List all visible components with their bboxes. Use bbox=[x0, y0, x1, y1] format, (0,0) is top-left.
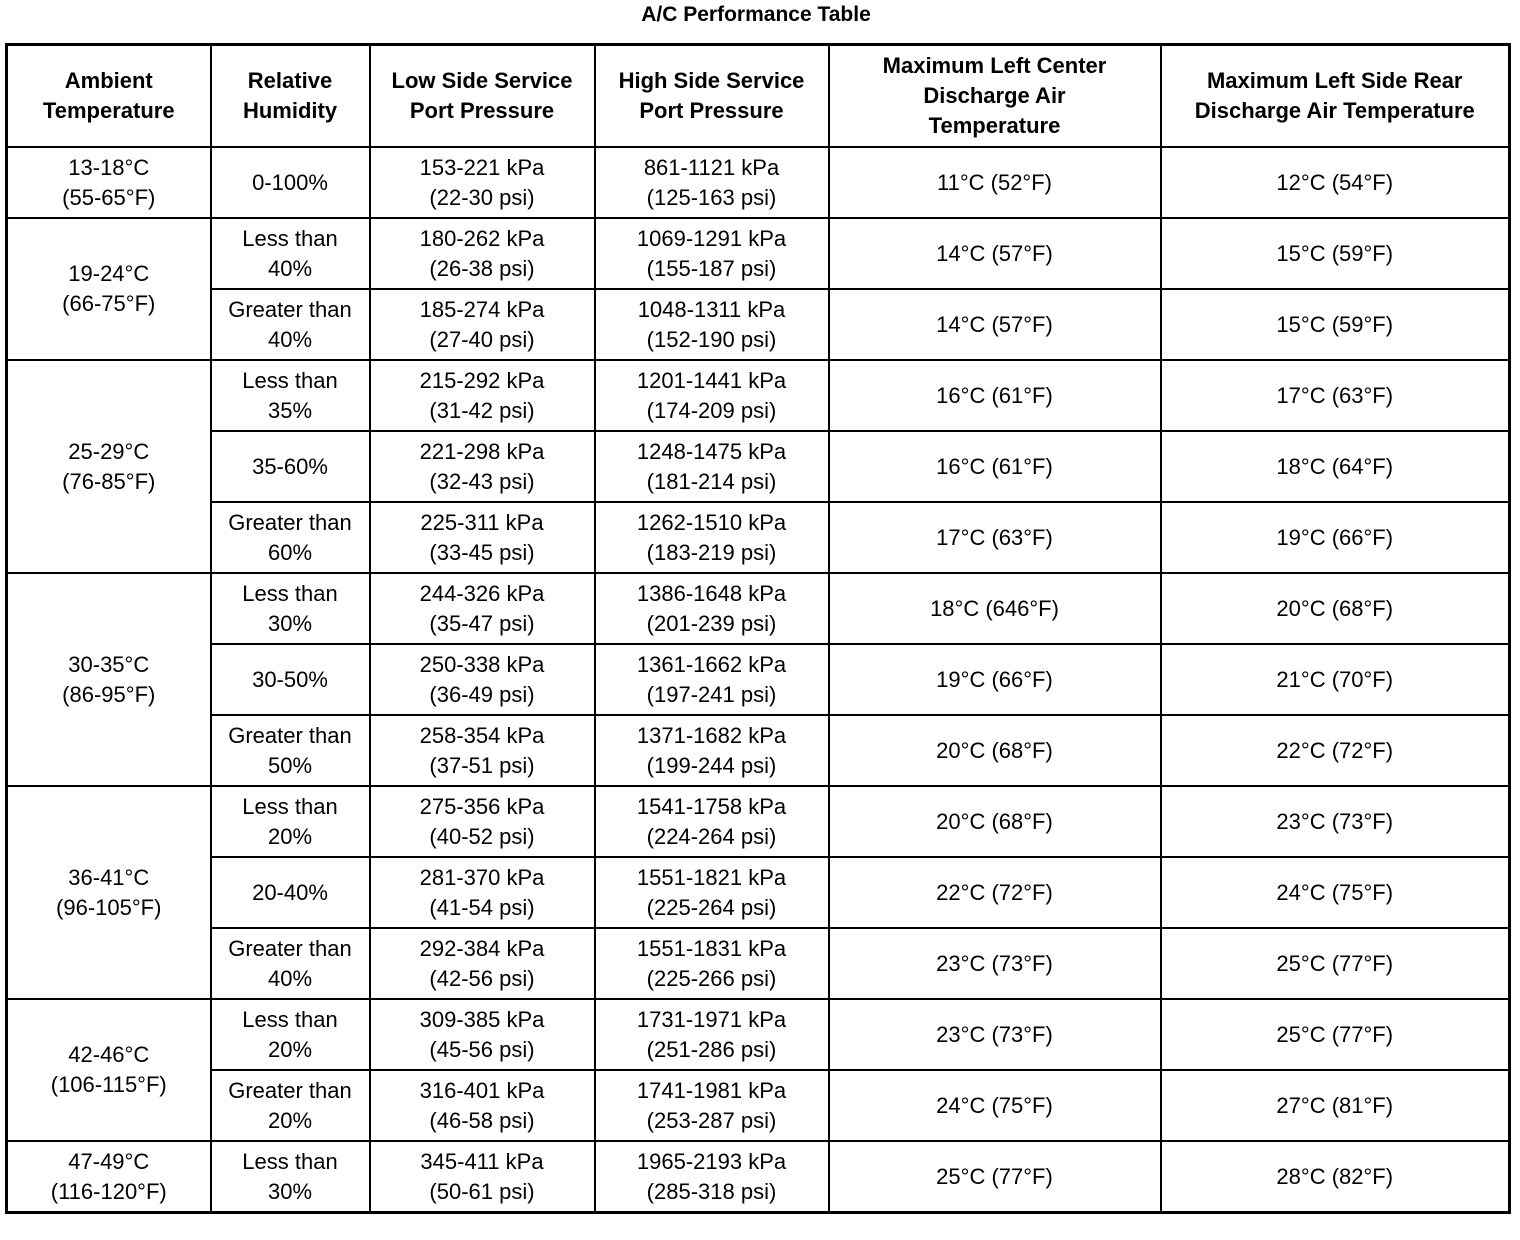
cell-line: (41-54 psi) bbox=[429, 894, 535, 920]
cell-line: Greater than bbox=[228, 509, 352, 535]
cell-line: 40% bbox=[267, 255, 313, 281]
cell-line: 35% bbox=[267, 397, 313, 423]
low-side-pressure-cell bbox=[370, 147, 595, 218]
header-center-discharge-temp bbox=[829, 45, 1161, 148]
high-side-pressure-cell bbox=[595, 786, 829, 857]
cell-line: 1248-1475 kPa bbox=[636, 438, 787, 464]
cell-line: 36-41°C bbox=[68, 864, 150, 890]
cell-line: 1551-1821 kPa bbox=[636, 864, 787, 890]
rear-discharge-temp-cell: 27°C (81°F) bbox=[1161, 1070, 1510, 1141]
table-row bbox=[7, 1141, 1510, 1213]
cell-line: (225-266 psi) bbox=[646, 965, 777, 991]
cell-line: (253-287 psi) bbox=[646, 1107, 777, 1133]
low-side-pressure-cell bbox=[370, 857, 595, 928]
cell-line: 40% bbox=[267, 965, 313, 991]
header-line: Relative bbox=[247, 68, 333, 93]
cell-line: 50% bbox=[267, 752, 313, 778]
cell-line: (45-56 psi) bbox=[429, 1036, 535, 1062]
cell-line: 1551-1831 kPa bbox=[636, 935, 787, 961]
relative-humidity-cell bbox=[211, 573, 370, 644]
table-row bbox=[7, 786, 1510, 857]
cell-line: (125-163 psi) bbox=[646, 184, 777, 210]
low-side-pressure-cell bbox=[370, 999, 595, 1070]
low-side-pressure-cell bbox=[370, 502, 595, 573]
header-line: High Side Service bbox=[618, 68, 805, 93]
cell-line: 316-401 kPa bbox=[419, 1077, 545, 1103]
center-discharge-temp-cell: 14°C (57°F) bbox=[829, 289, 1161, 360]
relative-humidity-cell bbox=[211, 857, 370, 928]
relative-humidity-cell bbox=[211, 360, 370, 431]
table-row bbox=[7, 431, 1510, 502]
center-discharge-temp-cell: 20°C (68°F) bbox=[829, 715, 1161, 786]
cell-line: 345-411 kPa bbox=[420, 1148, 544, 1174]
ambient-temperature-cell bbox=[7, 147, 211, 218]
table-row bbox=[7, 644, 1510, 715]
ambient-temperature-cell bbox=[7, 573, 211, 786]
table-row bbox=[7, 360, 1510, 431]
ambient-temperature-cell bbox=[7, 360, 211, 573]
low-side-pressure-cell bbox=[370, 218, 595, 289]
cell-line: 20% bbox=[267, 1107, 313, 1133]
cell-line: 20% bbox=[267, 1036, 313, 1062]
cell-line: (40-52 psi) bbox=[429, 823, 535, 849]
table-row bbox=[7, 999, 1510, 1070]
cell-line: Greater than bbox=[228, 1077, 352, 1103]
high-side-pressure-cell bbox=[595, 289, 829, 360]
cell-line: 250-338 kPa bbox=[419, 651, 545, 677]
center-discharge-temp-cell: 22°C (72°F) bbox=[829, 857, 1161, 928]
cell-line: 1361-1662 kPa bbox=[636, 651, 787, 677]
rear-discharge-temp-cell: 28°C (82°F) bbox=[1161, 1141, 1510, 1213]
rear-discharge-temp-cell: 19°C (66°F) bbox=[1161, 502, 1510, 573]
high-side-pressure-cell bbox=[595, 502, 829, 573]
center-discharge-temp-cell: 11°C (52°F) bbox=[829, 147, 1161, 218]
cell-line: (116-120°F) bbox=[50, 1178, 167, 1204]
cell-line: 25-29°C bbox=[68, 438, 150, 464]
cell-line: (201-239 psi) bbox=[646, 610, 777, 636]
high-side-pressure-cell bbox=[595, 999, 829, 1070]
center-discharge-temp-cell: 19°C (66°F) bbox=[829, 644, 1161, 715]
cell-line: 20-40% bbox=[252, 879, 328, 905]
rear-discharge-temp-cell: 17°C (63°F) bbox=[1161, 360, 1510, 431]
cell-line: (251-286 psi) bbox=[646, 1036, 777, 1062]
high-side-pressure-cell bbox=[595, 218, 829, 289]
ambient-temperature-cell bbox=[7, 999, 211, 1141]
cell-line: (224-264 psi) bbox=[646, 823, 777, 849]
rear-discharge-temp-cell: 21°C (70°F) bbox=[1161, 644, 1510, 715]
cell-line: Less than bbox=[242, 367, 338, 393]
cell-line: (155-187 psi) bbox=[646, 255, 777, 281]
cell-line: Less than bbox=[242, 580, 338, 606]
center-discharge-temp-cell: 16°C (61°F) bbox=[829, 431, 1161, 502]
table-title: A/C Performance Table bbox=[641, 3, 871, 26]
cell-line: (66-75°F) bbox=[62, 291, 156, 316]
cell-line: (35-47 psi) bbox=[429, 610, 535, 636]
relative-humidity-cell bbox=[211, 928, 370, 999]
center-discharge-temp-cell: 23°C (73°F) bbox=[829, 999, 1161, 1070]
cell-line: 258-354 kPa bbox=[419, 722, 545, 748]
cell-line: 275-356 kPa bbox=[419, 793, 545, 819]
cell-line: 244-326 kPa bbox=[419, 580, 545, 606]
header-ambient-temperature bbox=[7, 45, 211, 148]
cell-line: 42-46°C bbox=[68, 1042, 150, 1067]
cell-line: 292-384 kPa bbox=[419, 935, 545, 961]
cell-line: 1741-1981 kPa bbox=[636, 1077, 787, 1103]
cell-line: 35-60% bbox=[252, 453, 328, 479]
rear-discharge-temp-cell: 18°C (64°F) bbox=[1161, 431, 1510, 502]
cell-line: (174-209 psi) bbox=[646, 397, 777, 423]
relative-humidity-cell bbox=[211, 431, 370, 502]
center-discharge-temp-cell: 17°C (63°F) bbox=[829, 502, 1161, 573]
cell-line: (46-58 psi) bbox=[429, 1107, 535, 1133]
cell-line: (50-61 psi) bbox=[429, 1178, 535, 1204]
relative-humidity-cell bbox=[211, 1070, 370, 1141]
relative-humidity-cell bbox=[211, 289, 370, 360]
low-side-pressure-cell bbox=[370, 289, 595, 360]
cell-line: (36-49 psi) bbox=[429, 681, 535, 707]
table-row bbox=[7, 289, 1510, 360]
high-side-pressure-cell bbox=[595, 928, 829, 999]
center-discharge-temp-cell: 16°C (61°F) bbox=[829, 360, 1161, 431]
high-side-pressure-cell bbox=[595, 1070, 829, 1141]
relative-humidity-cell bbox=[211, 218, 370, 289]
rear-discharge-temp-cell: 24°C (75°F) bbox=[1161, 857, 1510, 928]
cell-line: (32-43 psi) bbox=[429, 468, 535, 494]
header-line: Low Side Service bbox=[391, 68, 573, 93]
cell-line: (55-65°F) bbox=[62, 184, 156, 210]
center-discharge-temp-cell: 20°C (68°F) bbox=[829, 786, 1161, 857]
cell-line: (42-56 psi) bbox=[429, 965, 535, 991]
table-row bbox=[7, 218, 1510, 289]
table-row bbox=[7, 715, 1510, 786]
table-row bbox=[7, 1070, 1510, 1141]
header-line: Discharge Air Temperature bbox=[1194, 98, 1475, 123]
header-row bbox=[7, 45, 1510, 148]
cell-line: 13-18°C bbox=[68, 154, 150, 180]
cell-line: 1541-1758 kPa bbox=[636, 793, 787, 819]
cell-line: 215-292 kPa bbox=[419, 367, 545, 393]
header-relative-humidity bbox=[211, 45, 370, 148]
cell-line: (76-85°F) bbox=[62, 468, 156, 494]
table-body bbox=[7, 147, 1510, 1213]
rear-discharge-temp-cell: 22°C (72°F) bbox=[1161, 715, 1510, 786]
cell-line: 1731-1971 kPa bbox=[636, 1006, 787, 1032]
cell-line: (106-115°F) bbox=[50, 1072, 167, 1097]
low-side-pressure-cell bbox=[370, 573, 595, 644]
ambient-temperature-cell bbox=[7, 218, 211, 360]
cell-line: (197-241 psi) bbox=[646, 681, 777, 707]
cell-line: 221-298 kPa bbox=[419, 438, 545, 464]
center-discharge-temp-cell: 24°C (75°F) bbox=[829, 1070, 1161, 1141]
header-line: Humidity bbox=[242, 98, 338, 123]
table-row bbox=[7, 573, 1510, 644]
high-side-pressure-cell bbox=[595, 715, 829, 786]
relative-humidity-cell bbox=[211, 147, 370, 218]
relative-humidity-cell bbox=[211, 502, 370, 573]
cell-line: 861-1121 kPa bbox=[643, 154, 780, 180]
cell-line: 1371-1682 kPa bbox=[636, 722, 787, 748]
ac-performance-table bbox=[5, 43, 1511, 1214]
relative-humidity-cell bbox=[211, 999, 370, 1070]
ambient-temperature-cell bbox=[7, 786, 211, 999]
cell-line: Greater than bbox=[228, 722, 352, 748]
low-side-pressure-cell bbox=[370, 1141, 595, 1213]
high-side-pressure-cell bbox=[595, 431, 829, 502]
cell-line: 60% bbox=[267, 539, 313, 565]
cell-line: 225-311 kPa bbox=[420, 509, 544, 535]
cell-line: Less than bbox=[242, 1006, 338, 1032]
header-line: Port Pressure bbox=[409, 98, 555, 123]
cell-line: 1965-2193 kPa bbox=[636, 1148, 787, 1174]
cell-line: (22-30 psi) bbox=[429, 184, 535, 210]
rear-discharge-temp-cell: 23°C (73°F) bbox=[1161, 786, 1510, 857]
cell-line: (183-219 psi) bbox=[646, 539, 777, 565]
rear-discharge-temp-cell: 20°C (68°F) bbox=[1161, 573, 1510, 644]
cell-line: 30% bbox=[267, 610, 313, 636]
high-side-pressure-cell bbox=[595, 573, 829, 644]
high-side-pressure-cell bbox=[595, 147, 829, 218]
low-side-pressure-cell bbox=[370, 644, 595, 715]
cell-line: 1201-1441 kPa bbox=[636, 367, 787, 393]
low-side-pressure-cell bbox=[370, 928, 595, 999]
table-row bbox=[7, 857, 1510, 928]
cell-line: 1386-1648 kPa bbox=[636, 580, 787, 606]
cell-line: (37-51 psi) bbox=[429, 752, 535, 778]
cell-line: 1262-1510 kPa bbox=[636, 509, 787, 535]
cell-line: 40% bbox=[267, 326, 313, 352]
relative-humidity-cell bbox=[211, 644, 370, 715]
center-discharge-temp-cell: 14°C (57°F) bbox=[829, 218, 1161, 289]
cell-line: (96-105°F) bbox=[56, 894, 162, 920]
rear-discharge-temp-cell: 25°C (77°F) bbox=[1161, 999, 1510, 1070]
cell-line: 180-262 kPa bbox=[419, 225, 545, 251]
low-side-pressure-cell bbox=[370, 360, 595, 431]
low-side-pressure-cell bbox=[370, 431, 595, 502]
cell-line: (31-42 psi) bbox=[429, 397, 535, 423]
center-discharge-temp-cell: 23°C (73°F) bbox=[829, 928, 1161, 999]
cell-line: (285-318 psi) bbox=[646, 1178, 777, 1204]
cell-line: Less than bbox=[242, 1148, 338, 1174]
cell-line: (27-40 psi) bbox=[429, 326, 535, 352]
high-side-pressure-cell bbox=[595, 1141, 829, 1213]
relative-humidity-cell bbox=[211, 715, 370, 786]
relative-humidity-cell bbox=[211, 1141, 370, 1213]
cell-line: (225-264 psi) bbox=[646, 894, 777, 920]
cell-line: Less than bbox=[242, 225, 338, 251]
rear-discharge-temp-cell: 15°C (59°F) bbox=[1161, 218, 1510, 289]
high-side-pressure-cell bbox=[595, 857, 829, 928]
cell-line: Greater than bbox=[228, 935, 352, 961]
cell-line: 185-274 kPa bbox=[419, 296, 545, 322]
header-rear-discharge-temp bbox=[1161, 45, 1510, 148]
cell-line: 20% bbox=[267, 823, 313, 849]
cell-line: 309-385 kPa bbox=[419, 1006, 545, 1032]
cell-line: 30% bbox=[267, 1178, 313, 1204]
table-row bbox=[7, 147, 1510, 218]
header-line: Temperature bbox=[928, 113, 1061, 138]
cell-line: 30-35°C bbox=[68, 651, 150, 677]
cell-line: (181-214 psi) bbox=[646, 468, 777, 494]
cell-line: (33-45 psi) bbox=[429, 539, 535, 565]
high-side-pressure-cell bbox=[595, 644, 829, 715]
cell-line: (199-244 psi) bbox=[646, 752, 777, 778]
table-row bbox=[7, 928, 1510, 999]
cell-line: (152-190 psi) bbox=[646, 326, 777, 352]
cell-line: 153-221 kPa bbox=[419, 154, 545, 180]
cell-line: Greater than bbox=[228, 296, 352, 322]
rear-discharge-temp-cell: 15°C (59°F) bbox=[1161, 289, 1510, 360]
cell-line: 1048-1311 kPa bbox=[637, 296, 786, 322]
header-line: Temperature bbox=[42, 98, 175, 123]
low-side-pressure-cell bbox=[370, 715, 595, 786]
cell-line: 19-24°C bbox=[68, 261, 150, 286]
header-line: Ambient bbox=[64, 68, 153, 93]
header-line: Maximum Left Side Rear bbox=[1206, 68, 1463, 93]
cell-line: (26-38 psi) bbox=[429, 255, 535, 281]
cell-line: (86-95°F) bbox=[62, 681, 156, 707]
cell-line: 47-49°C bbox=[68, 1148, 150, 1174]
cell-line: 281-370 kPa bbox=[419, 864, 545, 890]
header-line: Maximum Left Center bbox=[882, 53, 1107, 78]
center-discharge-temp-cell: 18°C (646°F) bbox=[829, 573, 1161, 644]
rear-discharge-temp-cell: 25°C (77°F) bbox=[1161, 928, 1510, 999]
cell-line: 1069-1291 kPa bbox=[636, 225, 787, 251]
rear-discharge-temp-cell: 12°C (54°F) bbox=[1161, 147, 1510, 218]
header-low-side-pressure bbox=[370, 45, 595, 148]
high-side-pressure-cell bbox=[595, 360, 829, 431]
center-discharge-temp-cell: 25°C (77°F) bbox=[829, 1141, 1161, 1213]
header-line: Discharge Air bbox=[923, 83, 1066, 108]
cell-line: Less than bbox=[242, 793, 338, 819]
cell-line: 30-50% bbox=[252, 666, 328, 692]
ambient-temperature-cell bbox=[7, 1141, 211, 1213]
low-side-pressure-cell bbox=[370, 786, 595, 857]
table-row bbox=[7, 502, 1510, 573]
relative-humidity-cell bbox=[211, 786, 370, 857]
header-line: Port Pressure bbox=[639, 98, 784, 123]
cell-line: 0-100% bbox=[252, 169, 328, 195]
low-side-pressure-cell bbox=[370, 1070, 595, 1141]
header-high-side-pressure bbox=[595, 45, 829, 148]
